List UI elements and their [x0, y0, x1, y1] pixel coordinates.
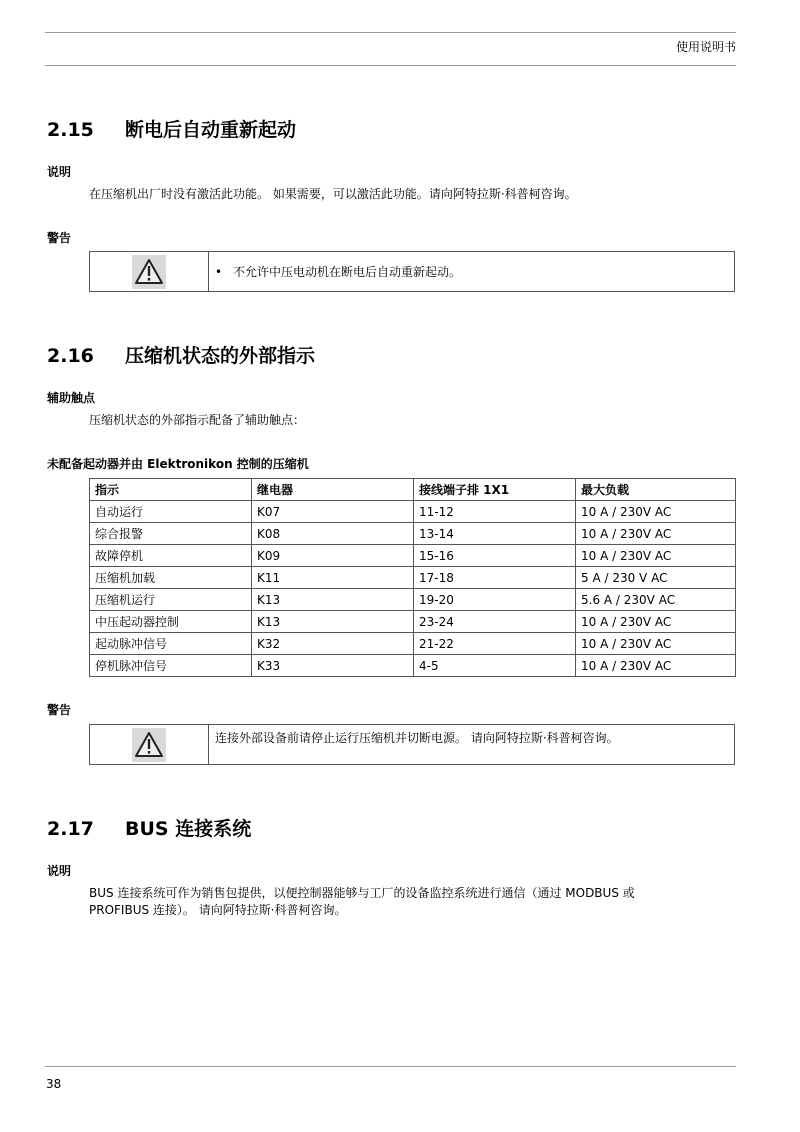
warning-icon-cell: [90, 725, 209, 764]
column-header: 继电器: [252, 479, 414, 501]
section-215-warning-text: 不允许中压电动机在断电后自动重新起动。: [233, 265, 462, 279]
table-row: [90, 523, 736, 545]
footer-rule: [45, 1066, 736, 1067]
table-cell: 4-5: [414, 655, 576, 677]
section-216-heading: [47, 341, 315, 368]
section-217-note-line1: BUS 连接系统可作为销售包提供，以便控制器能够与工厂的设备监控系统进行通信（通过 MODBUS 或: [89, 886, 635, 900]
table-cell: 停机脉冲信号: [90, 655, 252, 677]
table-cell: 5.6 A / 230V AC: [576, 589, 736, 611]
table-cell: 10 A / 230V AC: [576, 523, 736, 545]
table-row: [90, 589, 736, 611]
section-216-warning-label: 警告: [47, 703, 72, 717]
section-215-note-label: 说明: [47, 165, 72, 179]
table-cell: 10 A / 230V AC: [576, 633, 736, 655]
section-216-table-caption: 未配备起动器并由 Elektronikon 控制的压缩机: [47, 457, 309, 471]
section-217-note-label: 说明: [47, 864, 72, 878]
table-cell: 起动脉冲信号: [90, 633, 252, 655]
column-header: 最大负载: [576, 479, 736, 501]
section-217-heading: [47, 814, 251, 841]
table-row: [90, 633, 736, 655]
column-header: 指示: [90, 479, 252, 501]
table-cell: 压缩机加载: [90, 567, 252, 589]
section-217-title: BUS 连接系统: [125, 818, 252, 840]
section-215-warning-label: 警告: [47, 231, 72, 245]
warning-icon-cell: [90, 252, 209, 291]
table-cell: 11-12: [414, 501, 576, 523]
page-number: 38: [46, 1077, 62, 1091]
table-cell: K09: [252, 545, 414, 567]
table-row: [90, 611, 736, 633]
warning-triangle-icon: [132, 255, 166, 289]
warning-text-cell: [209, 725, 734, 764]
section-215-number: 2.15: [47, 119, 94, 141]
table-cell: 10 A / 230V AC: [576, 611, 736, 633]
table-cell: 自动运行: [90, 501, 252, 523]
header-bottom-rule: [45, 65, 736, 66]
section-216-aux-text: 压缩机状态的外部指示配备了辅助触点：: [89, 413, 306, 427]
warning-triangle-icon: [132, 728, 166, 762]
table-cell: K33: [252, 655, 414, 677]
table-cell: 压缩机运行: [90, 589, 252, 611]
relay-table: [89, 478, 736, 677]
column-header: 接线端子排 1X1: [414, 479, 576, 501]
section-215-heading: [47, 115, 296, 142]
section-217-number: 2.17: [47, 818, 94, 840]
section-216-number: 2.16: [47, 345, 94, 367]
section-215-title: 断电后自动重新起动: [125, 119, 297, 141]
header-top-rule: [45, 32, 736, 33]
table-cell: 21-22: [414, 633, 576, 655]
table-cell: K13: [252, 611, 414, 633]
warning-text-cell: [209, 252, 734, 291]
table-cell: 中压起动器控制: [90, 611, 252, 633]
section-216-warning-box: [89, 724, 735, 765]
table-cell: 17-18: [414, 567, 576, 589]
table-cell: K07: [252, 501, 414, 523]
header-title: 使用说明书: [675, 40, 736, 54]
table-cell: 5 A / 230 V AC: [576, 567, 736, 589]
table-cell: K08: [252, 523, 414, 545]
relay-table-header-row: [90, 479, 736, 501]
table-cell: K32: [252, 633, 414, 655]
table-cell: 10 A / 230V AC: [576, 545, 736, 567]
table-cell: 故障停机: [90, 545, 252, 567]
section-217-note-line2: PROFIBUS 连接）。 请向阿特拉斯·科普柯咨询。: [89, 903, 347, 917]
section-216-aux-label: 辅助触点: [47, 391, 96, 405]
table-cell: 13-14: [414, 523, 576, 545]
table-row: [90, 567, 736, 589]
section-215-warning-box: [89, 251, 735, 292]
table-row: [90, 655, 736, 677]
table-row: [90, 545, 736, 567]
table-cell: 23-24: [414, 611, 576, 633]
table-cell: 10 A / 230V AC: [576, 655, 736, 677]
table-cell: 19-20: [414, 589, 576, 611]
section-216-title: 压缩机状态的外部指示: [125, 345, 316, 367]
table-cell: 10 A / 230V AC: [576, 501, 736, 523]
table-row: [90, 501, 736, 523]
table-cell: K11: [252, 567, 414, 589]
section-215-note-text: 在压缩机出厂时没有激活此功能。 如果需要，可以激活此功能。请向阿特拉斯·科普柯咨询。: [89, 187, 577, 201]
table-cell: 15-16: [414, 545, 576, 567]
warning-bullet: •: [215, 264, 223, 279]
section-216-warning-text: 连接外部设备前请停止运行压缩机并切断电源。 请向阿特拉斯·科普柯咨询。: [215, 731, 619, 745]
table-cell: 综合报警: [90, 523, 252, 545]
table-cell: K13: [252, 589, 414, 611]
